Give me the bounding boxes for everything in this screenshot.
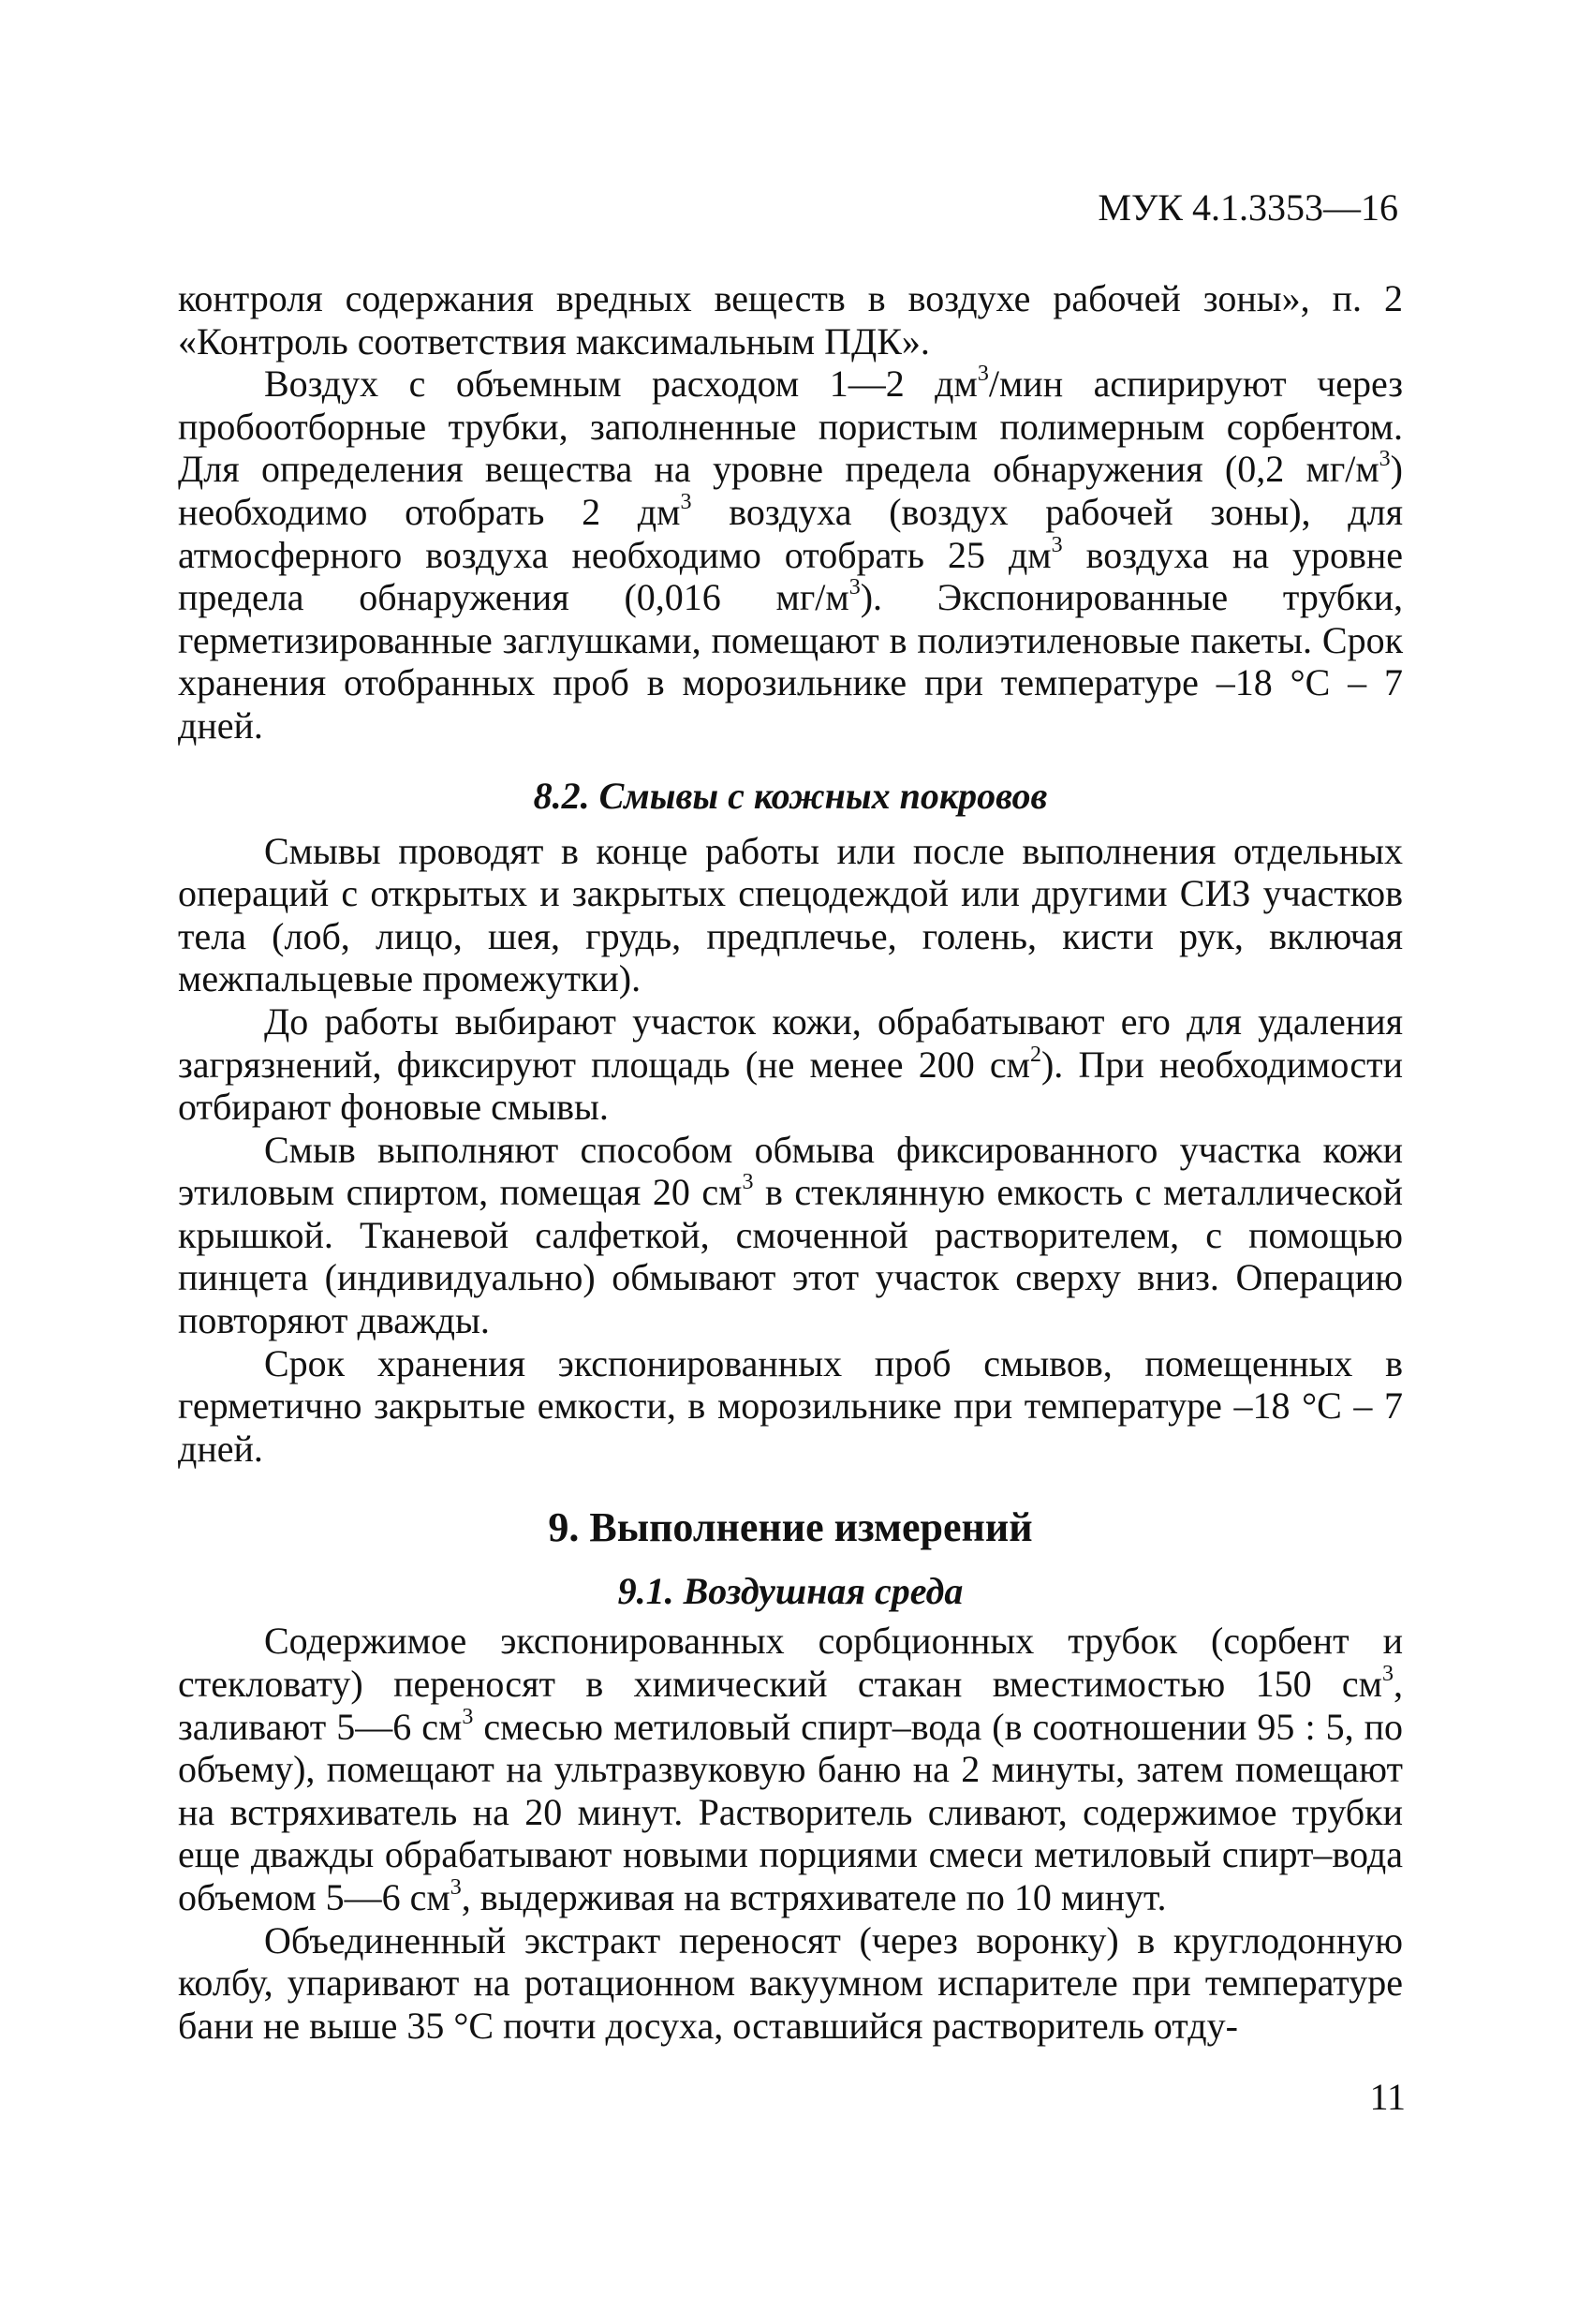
paragraph-swab-storage: Срок хранения экспонированных проб смывов, помещенных в герметично закрытые емкости, в морозильнике при температуре –18 °С – 7 дней. — [178, 1341, 1403, 1470]
section-heading-9: 9. Выполнение измерений — [548, 1504, 1033, 1551]
superscript-cube: 3 — [462, 1704, 474, 1729]
superscript-cube: 3 — [1382, 1662, 1394, 1687]
paragraph-skin-preparation: До работы выбирают участок кожи, обрабатывают его для удаления загрязнений, фиксируют площадь (не менее 200 $см^2$). При необходимости отбирают фоновые смывы. — [178, 999, 1404, 1129]
superscript-cube: 3 — [680, 490, 692, 515]
superscript-square: 2 — [1029, 1042, 1041, 1067]
paragraph-continuation: контроля содержания вредных веществ в воздухе рабочей зоны», п. 2 «Контроль соответствия максимальным ПДК». — [178, 277, 1403, 363]
subsection-heading-8-2: 8.2. Смывы с кожных покровов — [533, 774, 1048, 817]
superscript-cube: 3 — [1051, 532, 1063, 557]
superscript-cube: 3 — [977, 362, 989, 387]
superscript-cube: 3 — [450, 1875, 462, 1901]
subsection-heading-9-1: 9.1. Воздушная среда — [617, 1570, 964, 1613]
document-code-header: МУК 4.1.3353—16 — [1098, 186, 1398, 229]
page-number: 11 — [1369, 2076, 1406, 2118]
paragraph-air-sampling: Воздух с объемным расходом 1—2 $дм^3$/мин аспирируют через пробоотборные трубки, заполненные пористым полимерным сорбентом. Для определения вещества на уровне предела обнаружения (0,2 $мг/м^3$) необходимо отобрать 2 $дм^3$ воздуха (воздух рабочей зоны), для атмосферного воздуха необходимо отобрать 25 $дм^3$ воздуха на уровне предела обнаружения (0,016 $мг/м^3$). Экспонированные трубки, герметизированные заглушками, помещают в полиэтиленовые пакеты. Срок хранения отобранных проб в морозильнике при температуре –18 °С – 7 дней. — [178, 362, 1404, 747]
paragraph-swab-method: Смыв выполняют способом обмыва фиксированного участка кожи этиловым спиртом, помещая 20 $см^3$ в стеклянную емкость с металлической крышкой. Тканевой салфеткой, смоченной растворителем, с помощью пинцета (индивидуально) обмывают этот участок сверху вниз. Операцию повторяют дважды. — [178, 1128, 1403, 1342]
paragraph-swabs-procedure: Смывы проводят в конце работы или после выполнения отдельных операций с открытых и закрытых спецодеждой или другими СИЗ участков тела (лоб, лицо, шея, грудь, предплечье, голень, кисти рук, включая межпальцевые промежутки). — [178, 829, 1403, 1000]
superscript-cube: 3 — [848, 575, 861, 600]
paragraph-evaporation: Объединенный экстракт переносят (через воронку) в круглодонную колбу, упаривают на ротационном вакуумном испарителе при температуре бани не выше 35 °С почти досуха, оставшийся растворитель отду- — [178, 1918, 1403, 2047]
page-body — [178, 277, 1403, 2047]
paragraph-extraction: Содержимое экспонированных сорбционных трубок (сорбент и стекловату) переносят в химический стакан вместимостью 150 $см^3$, заливают 5—6 $см^3$ смесью метиловый спирт–вода (в соотношении 95 : 5, по объему), помещают на ультразвуковую баню на 2 минуты, затем помещают на встряхиватель на 20 минут. Растворитель сливают, содержимое трубки еще дважды обрабатывают новыми порциями смеси метиловый спирт–вода объемом 5—6 $см^3$, выдерживая на встряхивателе по 10 минут. — [178, 1620, 1403, 1918]
superscript-cube: 3 — [1379, 447, 1391, 472]
superscript-cube: 3 — [742, 1170, 754, 1195]
